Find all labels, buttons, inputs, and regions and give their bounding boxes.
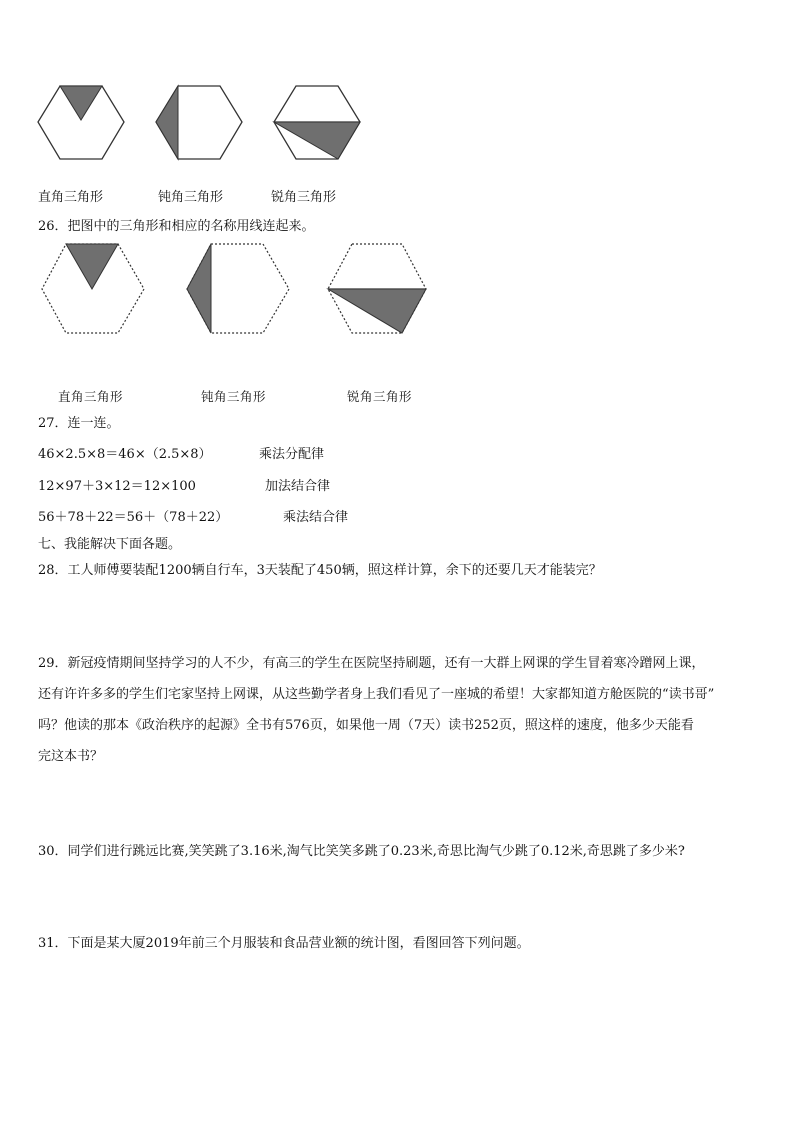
question-27: 27．连一连。: [38, 416, 120, 431]
top-figure-hexagons: [36, 84, 366, 164]
q26-label-right-triangle: 直角三角形: [58, 389, 124, 404]
q26-label-acute-triangle: 锐角三角形: [347, 389, 413, 404]
q26-figure-hexagons: [40, 242, 440, 337]
top-label-obtuse-triangle: 钝角三角形: [158, 190, 224, 205]
question-31: 31．下面是某大厦2019年前三个月服装和食品营业额的统计图，看图回答下列问题。: [38, 936, 530, 951]
top-label-right-triangle: 直角三角形: [38, 190, 104, 205]
question-30: 30．同学们进行跳远比赛,笑笑跳了3.16米,淘气比笑笑多跳了0.23米,奇思比淘气少跳了0.12米,奇思跳了多少米?: [38, 844, 685, 859]
top-label-acute-triangle: 锐角三角形: [271, 190, 337, 205]
q27-expression-2: 12×97＋3×12＝12×100: [38, 479, 196, 494]
question-29-line-4: 完这本书？: [38, 749, 104, 764]
q27-expression-1: 46×2.5×8＝46×（2.5×8）: [38, 447, 212, 462]
hexagon-right-triangle: [38, 86, 124, 159]
section-7-heading: 七、我能解决下面各题。: [38, 537, 182, 552]
q27-law-2: 加法结合律: [265, 479, 331, 494]
hexagon-acute-triangle: [274, 86, 360, 159]
question-26: 26．把图中的三角形和相应的名称用线连起来。: [38, 219, 315, 234]
q26-hexagon-acute-triangle: [328, 244, 426, 333]
question-29-line-3: 吗？他读的那本《政治秩序的起源》全书有576页，如果他一周（7天）读书252页，照这样的速度，他多少天能看: [38, 718, 694, 733]
question-29-line-1: 29．新冠疫情期间坚持学习的人不少，有高三的学生在医院坚持刷题，还有一大群上网课的学生冒着寒冷蹭网上课，: [38, 656, 705, 671]
question-29-line-2: 还有许许多多的学生们宅家坚持上网课，从这些勤学者身上我们看见了一座城的希望！大家都知道方舱医院的“读书哥”: [38, 687, 715, 702]
q26-hexagon-obtuse-triangle: [187, 244, 289, 333]
q27-law-1: 乘法分配律: [259, 447, 325, 462]
q26-label-obtuse-triangle: 钝角三角形: [201, 389, 267, 404]
question-28: 28．工人师傅要装配1200辆自行车，3天装配了450辆，照这样计算，余下的还要几天才能装完？: [38, 563, 602, 578]
q27-expression-3: 56＋78＋22＝56＋（78＋22）: [38, 510, 229, 525]
q27-law-3: 乘法结合律: [283, 510, 349, 525]
hexagon-obtuse-triangle: [156, 86, 242, 159]
q26-hexagon-right-triangle: [42, 244, 144, 333]
